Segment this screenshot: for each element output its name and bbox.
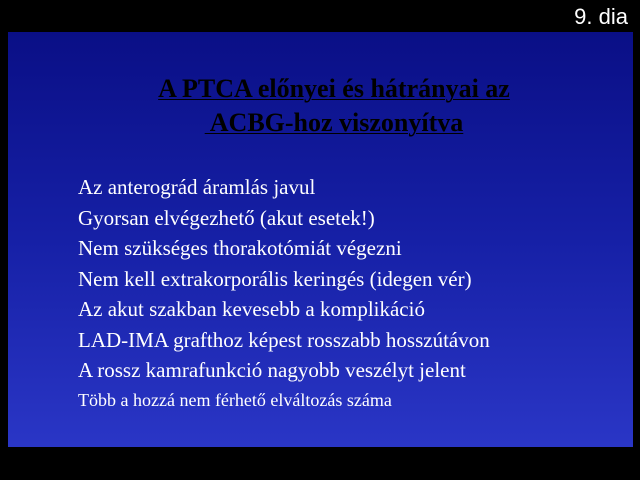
slide-title-line-2: ACBG-hoz viszonyítva (204, 108, 464, 137)
bullet-item: Több a hozzá nem férhető elváltozás száma (78, 389, 392, 410)
bullet-item: Az anterográd áramlás javul (78, 175, 316, 199)
slide-canvas (8, 32, 633, 447)
slide-number: 9. dia (574, 4, 628, 29)
slide-title-line-1: A PTCA előnyei és hátrányai az (158, 74, 510, 103)
bullet-item: LAD-IMA grafthoz képest rosszabb hosszútávon (78, 327, 490, 352)
bullet-item: A rossz kamrafunkció nagyobb veszélyt jelent (78, 358, 466, 382)
slide-title (8, 72, 640, 140)
bullet-item: Nem kell extrakorporális keringés (idegen vér) (78, 266, 472, 291)
bullet-item: Az akut szakban kevesebb a komplikáció (78, 297, 425, 321)
bullet-item: Nem szükséges thorakotómiát végezni (78, 236, 402, 260)
bullet-list (78, 172, 490, 414)
bullet-item: Gyorsan elvégezhető (akut esetek!) (78, 205, 375, 230)
